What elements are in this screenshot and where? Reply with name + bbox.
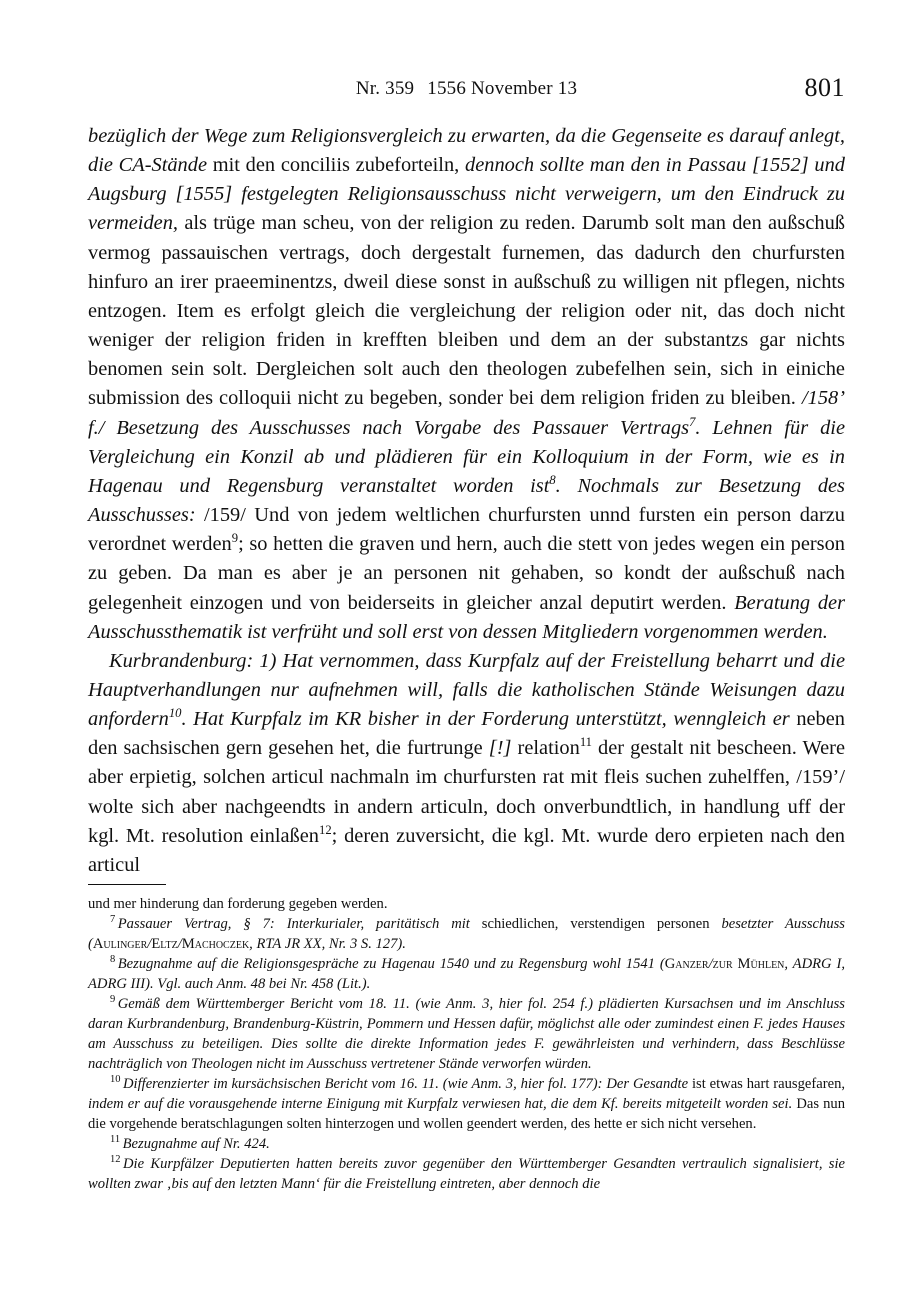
footnote-item-10 (88, 1074, 845, 1134)
document-number: Nr. 359 (355, 78, 415, 99)
roman-run: und mer hinderung dan forderung gegeben werden. (88, 896, 388, 912)
italic-run: . Hat Kurpfalz im KR bisher in der Forderung unterstützt, wenngleich er (181, 708, 797, 731)
italic-run: / (147, 936, 152, 952)
footnote-block (88, 884, 845, 1194)
roman-run: /159/ Und von jedem weltlichen churfursten unnd fursten ein person darzu verordnet werden (88, 504, 845, 556)
italic-run: Gemäß dem Württemberger Bericht vom 18. 11. (wie Anm. 3, hier fol. 254 f.) plädierten Kursachsen und im Anschluss daran Kurbrandenburg, Brandenburg-Küstrin, Pommern und Hessen dafür, möglichst alle oder zumindest einen F. jedes Hauses am Ausschuss zu beteiligen. Dies sollte die direkte Information jedes F. gewährleisten und verhindern, dass Beschlüsse nachträglich von Theologen nicht im Ausschuss vertretener Stände verworfen würden. (88, 996, 845, 1072)
roman-run: schiedlichen, verstendigen personen (481, 916, 722, 932)
footnote-catchline (88, 894, 845, 914)
roman-run: relation (511, 737, 580, 760)
small-caps-run: Ganzer (664, 956, 709, 972)
footnote-reference: 7 (689, 414, 696, 429)
footnote-separator-rule (88, 884, 166, 885)
small-caps-run: Machoczek (181, 936, 250, 952)
footnote-item-7 (88, 914, 845, 954)
page (88, 0, 845, 1300)
roman-run: ; so hetten die graven und hern, auch die stett von jedes wegen ein person zu geben. Da man es aber je an personen nit gehaben, so kondt der außschuß nach gelegenheit einzogen und von beiderseits in gleicher anzal deputirt werden. (88, 533, 845, 614)
italic-run: Beratung der Ausschussthematik ist verfrüht und soll erst von dessen Mitgliedern vorgenommen werden. (88, 591, 846, 643)
paragraph-continuation (88, 122, 845, 647)
footnote-reference: 10 (168, 706, 182, 721)
footnote-item-8 (88, 954, 845, 994)
italic-run: Passauer Vertrag, § 7: Interkurialer, paritätisch mit (117, 916, 482, 932)
footnote-item-12 (88, 1154, 845, 1194)
roman-run: mit den conciliis zubeforteiln, (212, 154, 466, 177)
italic-run: indem er auf die vorausgehende interne Einigung mit Kurpfalz verwiesen hat, die dem Kf. bereits mitgeteilt worden sei. (88, 1096, 797, 1112)
italic-run: besetzter Ausschuss ( (88, 916, 845, 952)
footnote-marker: 11 (110, 1134, 121, 1146)
italic-run: Differenzierter im kursächsischen Bericht vom 16. 11. (wie Anm. 3, hier fol. 177): Der Gesandte (123, 1076, 692, 1092)
italic-run: Die Kurpfälzer Deputierten hatten bereits zuvor gegenüber den Württemberger Gesandten vertraulich signalisiert, sie wollten zwar ‚bis auf den letzten Mann‘ für die Freistellung eintreten, aber dennoch die (88, 1156, 845, 1192)
footnote-reference: 12 (319, 822, 332, 837)
italic-run: . Lehnen für die Vergleichung ein Konzil ab und plädieren für ein Kolloquium in der Form, wie es in Hagenau und Regensburg veranstaltet worden ist (88, 416, 846, 497)
roman-run: der gestalt nit bescheen. Were aber erpietig, solchen articul nachmaln im churfursten rat mit fleis suchen zuhelffen, /159’/ wolte sich aber nachgeendts in andern articuln, doch onverbundtlich, in handlung uff der kgl. Mt. resolution einlaßen (88, 737, 846, 847)
italic-run: / (708, 956, 713, 972)
footnote-item-11 (88, 1134, 845, 1154)
italic-run: [!] (488, 737, 512, 760)
italic-run: Bezugnahme auf Nr. 424. (122, 1136, 270, 1152)
page-number: 801 (804, 73, 845, 102)
italic-run: bezüglich der Wege zum Religionsvergleich zu erwarten, da die Gegenseite es darauf anlegt, die CA-Stände (88, 125, 845, 177)
body-text (88, 122, 845, 880)
footnote-item-9 (88, 994, 845, 1074)
small-caps-run: Aulinger (92, 936, 148, 952)
italic-run: / (177, 936, 182, 952)
footnote-reference: 9 (231, 531, 239, 546)
small-caps-run: Eltz (151, 936, 178, 952)
footnote-marker: 9 (110, 994, 116, 1006)
footnote-marker: 7 (110, 914, 116, 926)
footnote-reference: 8 (549, 473, 556, 488)
roman-run: ; deren zuversicht, die kgl. Mt. wurde dero erpieten nach den articul (88, 824, 845, 876)
italic-run: Kurbrandenburg: 1) Hat vernommen, dass Kurpfalz auf der Freistellung beharrt und die Hauptverhandlungen nur aufnehmen will, falls die katholischen Stände Weisungen dazu anfordern (88, 649, 845, 731)
italic-run: Bezugnahme auf die Religionsgespräche zu Hagenau 1540 und zu Regensburg wohl 1541 ( (117, 956, 665, 972)
roman-run: Das nun die vorgehende beratschlagungen solten hinterzogen und wollen geendert werden, des hette er sich nicht versehen. (88, 1096, 845, 1132)
italic-run: , RTA JR XX, Nr. 3 S. 127). (249, 936, 406, 952)
italic-run: . Nochmals zur Besetzung des Ausschusses: (88, 474, 845, 527)
footnote-marker: 10 (110, 1074, 121, 1086)
footnote-marker: 8 (110, 954, 116, 966)
roman-run: als trüge man scheu, von der religion zu reden. Darumb solt man den außschuß vermog passauischen vertrags, doch dergestalt furnemen, das dadurch den churfursten hinfuro an irer praeeminentzs, dweil diese sonst in außschuß zu willigen nit pflegen, nichts entzogen. Item es erfolgt gleich die vergleichung der religion oder nit, das doch nicht weniger der religion friden in krefften bleiben und dem an der substantzs gar nichts benomen sein solt. Dergleichen solt auch den theologen zubefelhen sein, sich in einiche submission des colloquii nicht zu begeben, sonder bei dem religion friden zu bleiben. (88, 212, 845, 410)
roman-run: ist etwas hart rausgefaren, (691, 1076, 846, 1092)
running-head-center (88, 78, 845, 100)
paragraph-kurbrandenburg (88, 647, 845, 880)
document-date: 1556 November 13 (427, 78, 578, 99)
footnote-reference: 11 (579, 735, 592, 750)
small-caps-run: zur Mühlen (712, 956, 785, 972)
roman-run: neben den sachsischen gern gesehen het, die furtrunge (88, 708, 845, 760)
italic-run: /158’ f./ Besetzung des Ausschusses nach Vorgabe des Passauer Vertrags (88, 387, 845, 439)
italic-run: dennoch sollte man den in Passau [1552] und Augsburg [1555] festgelegten Religionsausschuss nicht verweigern, um den Eindruck zu vermeiden, (88, 154, 845, 235)
footnote-text (88, 894, 845, 1194)
running-head (88, 73, 845, 104)
footnote-marker: 12 (110, 1154, 121, 1166)
italic-run: , ADRG I, ADRG III). Vgl. auch Anm. 48 bei Nr. 458 (Lit.). (88, 956, 845, 992)
